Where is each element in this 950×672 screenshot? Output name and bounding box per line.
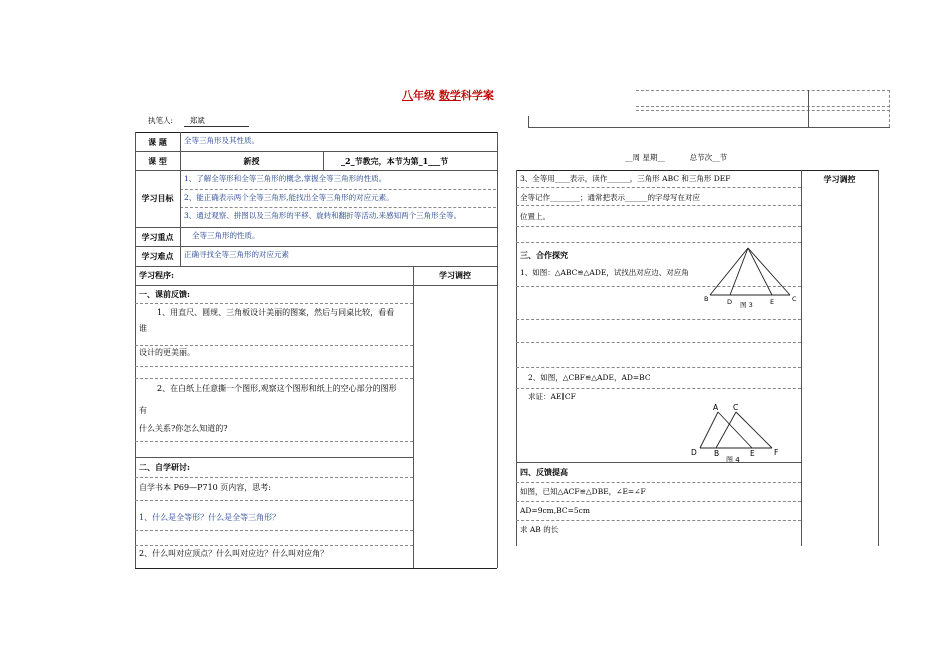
author-line — [148, 116, 205, 126]
title-grade-suffix: 年级 — [413, 89, 435, 102]
author-name: 郑斌 — [189, 116, 205, 125]
fig3-label: E — [770, 298, 775, 306]
exercise-1: 1、如图：△ABC≌△ADE，试找出对应边、对应角 — [520, 268, 689, 277]
page-title — [402, 87, 494, 103]
exercise-2-prove: 求证：AE∥CF — [528, 392, 576, 401]
fig4-label: F — [774, 448, 779, 457]
fig3-label: B — [704, 295, 709, 303]
question-3-cont: 全等记作________；通常把表示______的字母写在对应 — [520, 193, 700, 202]
goal-item: 2、能正确表示两个全等三角形,能找出全等三角形的对应元素。 — [184, 193, 394, 202]
triangle-figure-4 — [686, 400, 786, 462]
question-2-cont: 有 — [139, 406, 147, 415]
difficulty-value: 正确寻找全等三角形的对应元素 — [184, 250, 289, 259]
goal-item: 3、通过观察、拼图以及三角形的平移、旋转和翻折等活动,来感知两个三角形全等。 — [184, 211, 462, 220]
week-info — [625, 153, 727, 163]
section-feedback-improve: 四、反馈提高 — [520, 467, 568, 477]
fig4-label: B — [714, 449, 720, 458]
question-2-cont: 什么关系?你怎么知道的? — [139, 424, 228, 433]
question-2: 2、在白纸上任意撕一个图形,观察这个图形和纸上的空心部分的图形 — [157, 384, 397, 393]
lesson-progress: _2_节教完，本节为第_1___节 — [341, 156, 449, 166]
difficulty-label: 学习难点 — [141, 251, 174, 261]
feedback-question: 如图，已知△ACF≌△DBE，∠E=∠F — [520, 487, 646, 496]
title-grade: 八 — [402, 89, 413, 102]
adjust-label: 学习调控 — [439, 270, 471, 280]
question-1: 1、用直尺、圆规、三角板设计美丽的图案，然后与同桌比较，看看 — [157, 308, 395, 317]
study-question-1: 1、什么是全等形？什么是全等三角形？ — [139, 513, 281, 522]
topic-value: 全等三角形及其性质。 — [184, 136, 259, 145]
section-feedback: 一、课前反馈: — [139, 289, 190, 299]
feedback-ask: 求 AB 的长 — [520, 525, 559, 534]
author-label: 执笔人: — [148, 116, 174, 125]
section-cooperate: 三、合作探究 — [520, 250, 568, 260]
fig4-label: A — [713, 403, 719, 412]
goal-item: 1、了解全等形和全等三角形的概念,掌握全等三角形的性质。 — [184, 174, 387, 183]
key-label: 学习重点 — [141, 232, 174, 242]
goals-label: 学习目标 — [141, 193, 174, 203]
title-subject: 数学 — [438, 89, 461, 102]
fig3-label: D — [727, 298, 733, 306]
topic-label: 课 题 — [148, 137, 167, 147]
fig3-caption: 图 3 — [740, 301, 753, 309]
section-self-study: 二、自学研讨: — [139, 462, 190, 472]
adjust-label-right: 学习调控 — [823, 174, 856, 184]
total-periods: 总节次__节 — [689, 153, 728, 162]
title-suffix: 科学案 — [460, 89, 494, 102]
fig4-caption: 图 4 — [726, 456, 740, 462]
question-1-cont: 设计的更美丽。 — [139, 348, 195, 357]
feedback-given: AD=9cm,BC=5cm — [520, 506, 590, 515]
type-label: 课 型 — [148, 156, 167, 166]
fig4-label: E — [750, 449, 755, 458]
procedure-label: 学习程序: — [139, 270, 174, 280]
week-day: __周 星期__ — [625, 153, 665, 162]
fig4-label: D — [691, 448, 697, 457]
fig4-label: C — [733, 403, 739, 412]
study-question-2: 2、什么叫对应顶点？什么叫对应边？什么叫对应角？ — [139, 549, 329, 558]
question-1-cont: 谁 — [139, 324, 147, 333]
question-3-cont: 位置上。 — [520, 212, 550, 221]
question-3: 3、全等用____表示，读作______，三角形 ABC 和三角形 DEF — [520, 174, 731, 183]
triangle-figure-3 — [700, 243, 800, 311]
key-value: 全等三角形的性质。 — [192, 231, 260, 240]
type-value: 新授 — [243, 156, 260, 166]
self-study-instruction: 自学书本 P69—P710 页内容，思考: — [139, 483, 271, 492]
exercise-2: 2、如图，△CBF≌△ADE，AD=BC — [528, 373, 651, 382]
fig3-label: C — [792, 295, 797, 303]
